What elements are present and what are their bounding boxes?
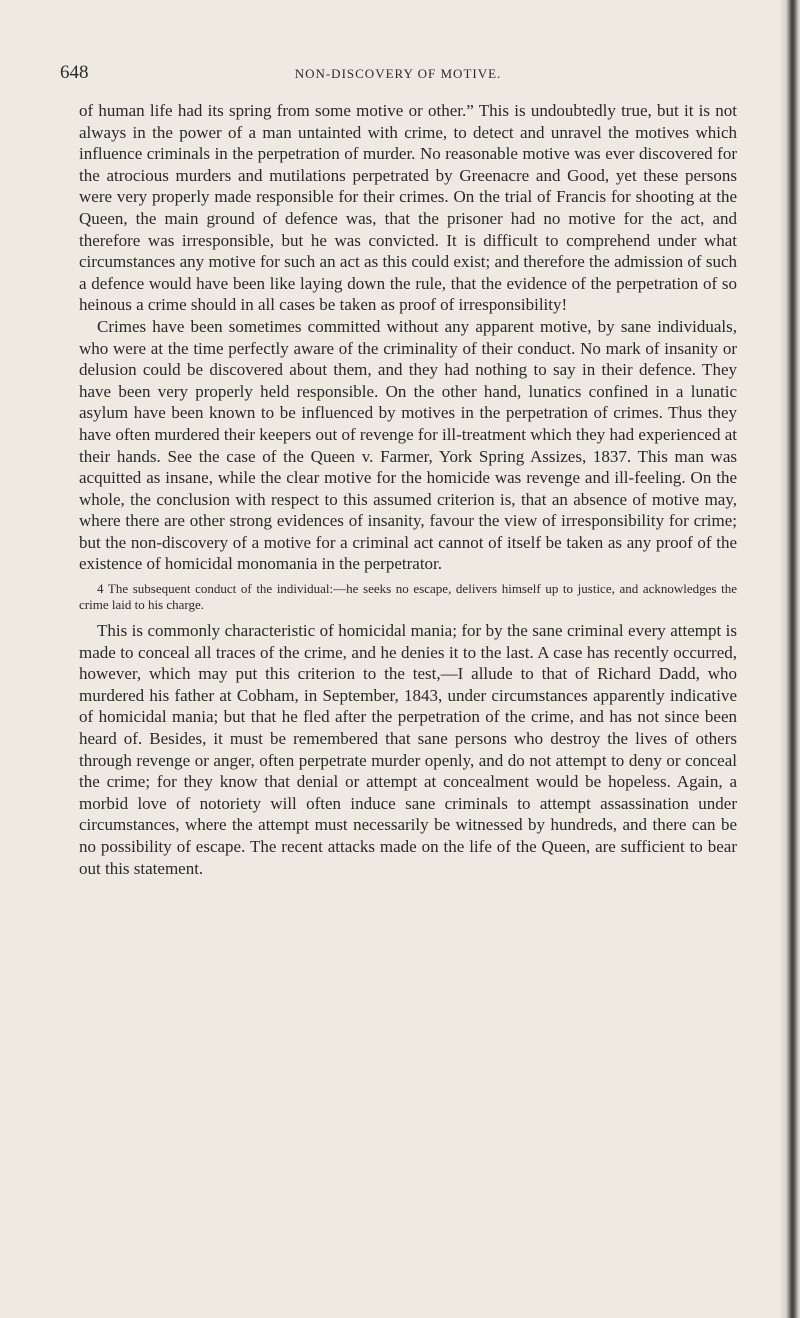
numbered-criterion-note: 4 The subsequent conduct of the individual:—he seeks no escape, delivers himself up to justice, and acknowledges the crime laid to his charge.: [79, 581, 737, 613]
page-number: 648: [60, 62, 89, 83]
page-binding-edge: [780, 0, 800, 1318]
paragraph-3: This is commonly characteristic of homicidal mania; for by the sane criminal every attempt is made to conceal all traces of the crime, and he denies it to the last. A case has recently occurred, however, which may put this criterion to the test,—I allude to that of Richard Dadd, who murdered his father at Cobham, in September, 1843, under circumstances apparently indicative of homicidal mania; but that he fled after the perpetration of the crime, and has not since been heard of. Besides, it must be remembered that sane persons who destroy the lives of others through revenge or anger, often perpetrate murder openly, and do not attempt to deny or conceal the crime; for they know that denial or attempt at concealment would be hopeless. Again, a morbid love of notoriety will often induce sane criminals to attempt assassination under circumstances, where the attempt must necessarily be witnessed by hundreds, and there can be no possibility of escape. The recent attacks made on the life of the Queen, are sufficient to bear out this statement.: [79, 621, 737, 878]
paragraph-2: Crimes have been sometimes committed without any apparent motive, by sane individuals, who were at the time perfectly aware of the criminality of their conduct. No mark of insanity or delusion could be discovered about them, and they had nothing to say in their defence. They have been very properly held responsible. On the other hand, lunatics confined in a lunatic asylum have been known to be influenced by motives in the perpetration of crimes. Thus they have often murdered their keepers out of revenge for ill-treatment which they had experienced at their hands. See the case of the Queen v. Farmer, York Spring Assizes, 1837. This man was acquitted as insane, while the clear motive for the homicide was revenge and ill-feeling. On the whole, the conclusion with respect to this assumed criterion is, that an absence of motive may, where there are other strong evidences of insanity, favour the view of irresponsibility for crime; but the non-discovery of a motive for a criminal act cannot of itself be taken as any proof of the existence of homicidal monomania in the perpetrator.: [79, 316, 737, 574]
page-header: [60, 62, 736, 86]
body-text: [79, 100, 737, 879]
running-title: NON-DISCOVERY OF MOTIVE.: [294, 66, 502, 81]
paragraph-1: of human life had its spring from some motive or other.” This is undoubtedly true, but it is not always in the power of a man untainted with crime, to detect and unravel the motives which influence criminals in the perpetration of murder. No reasonable motive was ever discovered for the atrocious murders and mutilations perpetrated by Greenacre and Good, yet these persons were very properly made responsible for their crimes. On the trial of Francis for shooting at the Queen, the main ground of defence was, that the prisoner had no motive for the act, and therefore was irresponsible, but he was convicted. It is difficult to comprehend under what circumstances any motive for such an act as this could exist; and therefore the admission of such a defence would have been like laying down the rule, that the evidence of the perpetration of so heinous a crime should in all cases be taken as proof of irresponsibility!: [79, 101, 737, 315]
